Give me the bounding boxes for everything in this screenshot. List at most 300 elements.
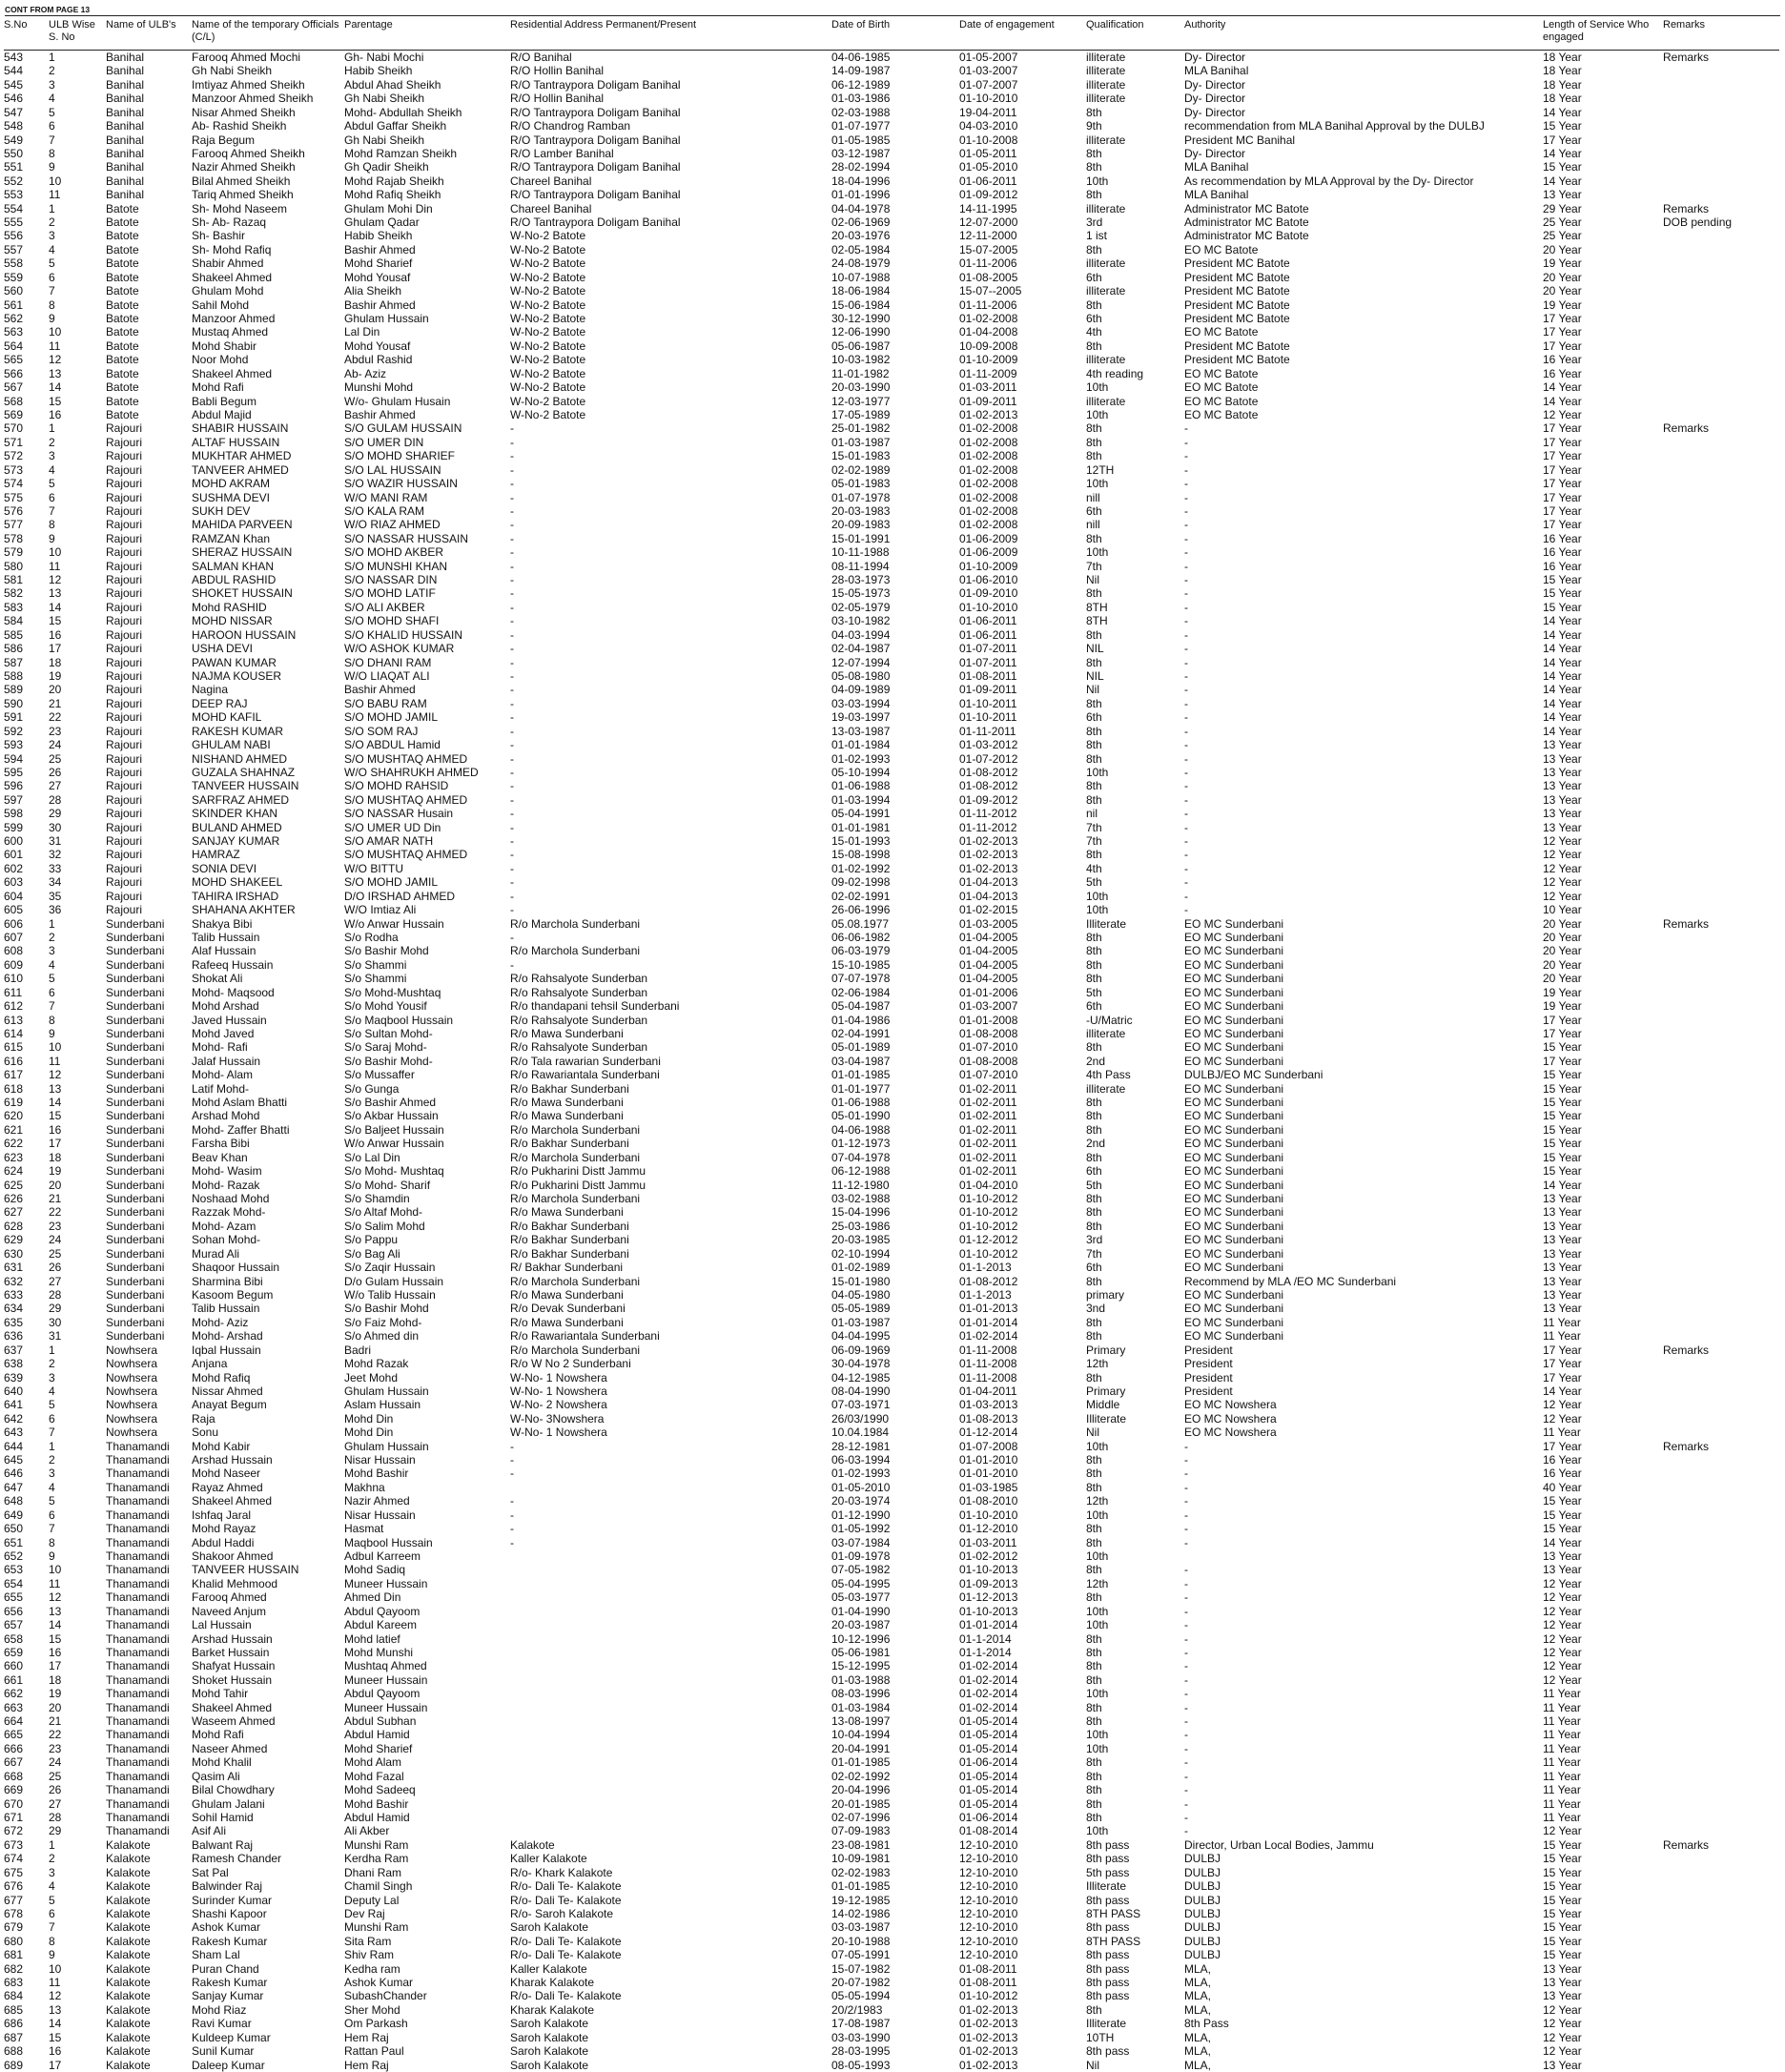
table-cell: 8th [1086, 1316, 1184, 1329]
table-cell [1663, 710, 1779, 724]
table-cell: 680 [4, 1935, 49, 1948]
table-cell: 26 [49, 766, 106, 779]
table-cell: 11 Year [1543, 1742, 1663, 1755]
table-cell: NAJMA KOUSER [192, 669, 344, 683]
table-cell: President MC Banihal [1184, 133, 1543, 147]
table-cell: 12-10-2010 [959, 1852, 1086, 1865]
table-cell: - [510, 1440, 831, 1453]
table-cell: Om Parkash [344, 2017, 510, 2030]
table-cell: Nil [1086, 1426, 1184, 1439]
table-cell: 8th [1086, 848, 1184, 861]
table-cell: 01-02-1992 [831, 862, 959, 875]
table-cell: Kaller Kalakote [510, 1962, 831, 1976]
table-cell: 16 [49, 628, 106, 642]
table-cell: R/O Tantraypora Doligam Banihal [510, 133, 831, 147]
table-cell [1663, 1220, 1779, 1233]
table-row [4, 1522, 1779, 1535]
table-cell: 01-12-2013 [959, 1590, 1086, 1604]
table-cell: 546 [4, 92, 49, 105]
table-cell: Batote [106, 229, 192, 242]
table-cell: Kalakote [106, 1838, 192, 1852]
table-cell: 10th [1086, 1508, 1184, 1522]
table-row [4, 752, 1779, 766]
table-cell: R/O Tantraypora Doligam Banihal [510, 160, 831, 174]
table-cell: 8th [1086, 1701, 1184, 1714]
table-cell: 5th [1086, 1179, 1184, 1192]
table-row [4, 1755, 1779, 1769]
table-cell: 8th Pass [1184, 2017, 1543, 2030]
table-cell: 16 [49, 1646, 106, 1659]
table-cell: MLA, [1184, 2044, 1543, 2058]
table-cell: 15-06-1984 [831, 298, 959, 312]
table-cell: Thanamandi [106, 1481, 192, 1494]
table-cell [1663, 1467, 1779, 1480]
table-cell: 8th [1086, 436, 1184, 449]
table-cell: 15 Year [1543, 1082, 1663, 1096]
table-cell: EO MC Sunderbani [1184, 1109, 1543, 1122]
table-cell [1663, 1811, 1779, 1824]
table-cell: Thanamandi [106, 1824, 192, 1837]
table-cell: - [1184, 1701, 1543, 1714]
table-cell: 12-10-2010 [959, 1935, 1086, 1948]
table-cell: 11-12-1980 [831, 1179, 959, 1192]
table-cell: 03-02-1988 [831, 1192, 959, 1205]
table-cell: 14 Year [1543, 628, 1663, 642]
table-cell: Primary [1086, 1385, 1184, 1398]
table-cell: 3 [49, 449, 106, 462]
table-cell: Farooq Ahmed Sheikh [192, 147, 344, 160]
column-header: Date of Birth [831, 16, 959, 51]
table-cell: EO MC Sunderbani [1184, 1302, 1543, 1315]
table-cell: - [510, 421, 831, 435]
table-cell: NIL [1086, 642, 1184, 655]
table-cell: Kalakote [106, 1989, 192, 2002]
table-cell: 642 [4, 1412, 49, 1426]
table-cell: 8th [1086, 958, 1184, 972]
table-cell: 567 [4, 380, 49, 394]
table-cell: 06-06-1982 [831, 931, 959, 944]
table-cell: Rajouri [106, 477, 192, 490]
table-cell: Thanamandi [106, 1673, 192, 1687]
table-cell: Mohd Rajab Sheikh [344, 174, 510, 188]
table-cell: 04-04-1995 [831, 1329, 959, 1343]
table-cell: EO MC Sunderbani [1184, 1205, 1543, 1219]
table-cell: 11 Year [1543, 1687, 1663, 1700]
table-cell: - [510, 890, 831, 903]
table-cell: Rajouri [106, 807, 192, 820]
table-cell: nil [1086, 807, 1184, 820]
table-cell [1663, 848, 1779, 861]
table-row [4, 1371, 1779, 1385]
table-cell: 3rd [1086, 1233, 1184, 1246]
table-cell: 10-09-1981 [831, 1852, 959, 1865]
table-cell: 16 Year [1543, 532, 1663, 545]
table-cell: illiterate [1086, 202, 1184, 215]
table-row [4, 779, 1779, 792]
table-cell: Sunil Kumar [192, 2044, 344, 2058]
table-cell: Muneer Hussain [344, 1577, 510, 1590]
table-cell: 671 [4, 1811, 49, 1824]
table-cell: 02-05-1984 [831, 243, 959, 256]
table-cell: 21 [49, 1714, 106, 1728]
table-cell: Thanamandi [106, 1714, 192, 1728]
table-cell: 8TH PASS [1086, 1907, 1184, 1920]
table-cell: Gh Nabi Sheikh [344, 92, 510, 105]
table-cell: R/o Rahsalyote Sunderban [510, 1040, 831, 1054]
table-row [4, 1316, 1779, 1329]
table-cell: 28-03-1973 [831, 573, 959, 586]
table-cell: Shiv Ram [344, 1948, 510, 1961]
table-cell: 12 Year [1543, 1673, 1663, 1687]
table-cell: 14 Year [1543, 710, 1663, 724]
table-cell: EO MC Nowshera [1184, 1426, 1543, 1439]
table-cell: 01-04-1990 [831, 1605, 959, 1618]
table-cell: 01-05-2007 [959, 51, 1086, 65]
table-cell: Ashok Kumar [192, 1920, 344, 1934]
table-cell: 03-07-1984 [831, 1536, 959, 1549]
table-cell: R/o Bakhar Sunderbani [510, 1082, 831, 1096]
table-cell: Batote [106, 256, 192, 270]
table-row [4, 1920, 1779, 1934]
table-row [4, 518, 1779, 531]
table-cell: 8th [1086, 1673, 1184, 1687]
table-cell: 12 Year [1543, 1824, 1663, 1837]
table-cell: SHAHANA AKHTER [192, 903, 344, 916]
table-cell: 06-12-1989 [831, 78, 959, 92]
table-cell: - [510, 477, 831, 490]
table-cell: 585 [4, 628, 49, 642]
table-cell: 07-07-1978 [831, 972, 959, 985]
table-row [4, 1508, 1779, 1522]
table-cell: DULBJ/EO MC Sunderbani [1184, 1068, 1543, 1081]
table-cell: W-No- 1 Nowshera [510, 1385, 831, 1398]
table-row [4, 463, 1779, 477]
table-cell: 8th [1086, 1646, 1184, 1659]
table-cell: President [1184, 1371, 1543, 1385]
table-row [4, 1027, 1779, 1040]
table-cell: MOHD KAFIL [192, 710, 344, 724]
table-cell: S/o Mohd- Mushtaq [344, 1164, 510, 1178]
table-cell: - [510, 683, 831, 696]
table-cell: 17 Year [1543, 339, 1663, 353]
table-cell: 19-04-2011 [959, 106, 1086, 119]
table-cell: 01-04-2008 [959, 325, 1086, 338]
table-cell: DULBJ [1184, 1920, 1543, 1934]
table-cell: 686 [4, 2017, 49, 2030]
table-cell: Banihal [106, 106, 192, 119]
table-cell: 14 [49, 380, 106, 394]
table-cell: 17 Year [1543, 491, 1663, 504]
table-cell: President MC Batote [1184, 298, 1543, 312]
table-cell: 01-02-2012 [959, 1549, 1086, 1563]
table-cell: Rajouri [106, 545, 192, 559]
table-cell: 01-04-2005 [959, 931, 1086, 944]
table-cell: 01-07-2008 [959, 1440, 1086, 1453]
table-cell: Rajouri [106, 738, 192, 751]
table-cell [1663, 683, 1779, 696]
table-cell: Mohd- Azam [192, 1220, 344, 1233]
table-cell: - [510, 642, 831, 655]
table-cell: Shashi Kapoor [192, 1907, 344, 1920]
table-cell: 15 Year [1543, 573, 1663, 586]
table-cell: Abdul Qayoom [344, 1687, 510, 1700]
table-cell: 02-02-1992 [831, 1770, 959, 1783]
table-cell [1663, 972, 1779, 985]
table-cell: R/o Mawa Sunderbani [510, 1205, 831, 1219]
table-cell [1663, 1687, 1779, 1700]
table-cell: - [510, 710, 831, 724]
table-cell: Razzak Mohd- [192, 1205, 344, 1219]
table-cell: 02-03-1988 [831, 106, 959, 119]
table-cell: USHA DEVI [192, 642, 344, 655]
table-cell: 601 [4, 848, 49, 861]
table-cell: Arshad Hussain [192, 1632, 344, 1646]
table-cell: SHOKET HUSSAIN [192, 586, 344, 600]
table-cell [1663, 380, 1779, 394]
table-cell: - [1184, 614, 1543, 627]
table-row [4, 1783, 1779, 1796]
table-cell: 26/03/1990 [831, 1412, 959, 1426]
table-cell: 11 [49, 188, 106, 201]
table-cell: EO MC Nowshera [1184, 1412, 1543, 1426]
table-cell: Banihal [106, 174, 192, 188]
table-cell: S/o Zaqir Hussain [344, 1261, 510, 1274]
table-row [4, 601, 1779, 614]
table-cell: 9 [49, 1027, 106, 1040]
table-cell: 11 [49, 1055, 106, 1068]
table-cell: 25 [49, 752, 106, 766]
table-cell: 543 [4, 51, 49, 65]
table-cell: 01-02-2008 [959, 449, 1086, 462]
table-row [4, 1109, 1779, 1122]
table-cell: 01-02-2013 [959, 2044, 1086, 2058]
table-cell: DULBJ [1184, 1948, 1543, 1961]
table-cell: Ab- Rashid Sheikh [192, 119, 344, 133]
table-cell: EO MC Sunderbani [1184, 1014, 1543, 1027]
table-row [4, 353, 1779, 366]
table-cell: Aslam Hussain [344, 1398, 510, 1411]
table-cell: 15 Year [1543, 1494, 1663, 1508]
table-cell: 01-02-2008 [959, 518, 1086, 531]
table-cell: Nowhsera [106, 1344, 192, 1357]
table-cell: 01-08-2012 [959, 1275, 1086, 1288]
table-cell: 15 Year [1543, 1879, 1663, 1893]
table-cell: 5th [1086, 986, 1184, 999]
table-cell: Batote [106, 339, 192, 353]
table-cell: Sunderbani [106, 986, 192, 999]
table-cell: 05-06-1987 [831, 339, 959, 353]
table-cell: 2nd [1086, 1055, 1184, 1068]
table-cell: 17 Year [1543, 1014, 1663, 1027]
table-cell: Kalakote [106, 1935, 192, 1948]
table-cell: 11 Year [1543, 1770, 1663, 1783]
table-cell: Beav Khan [192, 1151, 344, 1164]
table-cell: Thanamandi [106, 1783, 192, 1796]
table-cell: Waseem Ahmed [192, 1714, 344, 1728]
table-cell: 01-01-2010 [959, 1467, 1086, 1480]
table-row [4, 1481, 1779, 1494]
table-cell: MLA Banihal [1184, 160, 1543, 174]
table-cell: Ashok Kumar [344, 1976, 510, 1989]
table-cell: Banihal [106, 78, 192, 92]
table-cell: 01-07-2011 [959, 642, 1086, 655]
table-cell: Recommend by MLA /EO MC Sunderbani [1184, 1275, 1543, 1288]
table-cell: 15 [49, 395, 106, 408]
table-cell: Rajouri [106, 463, 192, 477]
table-cell [1663, 903, 1779, 916]
table-cell [1663, 614, 1779, 627]
table-cell: S/O KHALID HUSSAIN [344, 628, 510, 642]
table-cell: Shakeel Ahmed [192, 1494, 344, 1508]
table-cell: 615 [4, 1040, 49, 1054]
table-cell: 9 [49, 160, 106, 174]
table-cell [510, 1755, 831, 1769]
table-cell: 14 Year [1543, 1536, 1663, 1549]
table-cell: 8th pass [1086, 1976, 1184, 1989]
table-cell: Raja Begum [192, 133, 344, 147]
table-cell: 5 [49, 1894, 106, 1907]
table-cell: 18 Year [1543, 92, 1663, 105]
table-cell: Thanamandi [106, 1742, 192, 1755]
table-cell: - [510, 1494, 831, 1508]
table-cell: Sunderbani [106, 1096, 192, 1109]
table-cell: 3 [49, 1866, 106, 1879]
table-cell: 10-04-1994 [831, 1728, 959, 1741]
table-cell: 613 [4, 1014, 49, 1027]
table-cell: W-No- 2 Nowshera [510, 1398, 831, 1411]
table-row [4, 931, 1779, 944]
table-cell: Nowhsera [106, 1385, 192, 1398]
table-cell: 7th [1086, 834, 1184, 848]
table-cell: Dy- Director [1184, 106, 1543, 119]
table-cell: 04-05-1980 [831, 1288, 959, 1302]
table-cell: - [1184, 1453, 1543, 1467]
table-row [4, 477, 1779, 490]
table-cell: 8th [1086, 1563, 1184, 1576]
table-cell: 12 Year [1543, 890, 1663, 903]
table-cell: TAHIRA IRSHAD [192, 890, 344, 903]
table-cell: 2 [49, 215, 106, 229]
table-cell: Nisar Hussain [344, 1453, 510, 1467]
table-cell: 6th [1086, 1261, 1184, 1274]
table-cell: Mohd Fazal [344, 1770, 510, 1783]
table-cell [1663, 449, 1779, 462]
table-cell: 01-02-2013 [959, 2031, 1086, 2044]
table-row [4, 656, 1779, 669]
table-cell: Thanamandi [106, 1646, 192, 1659]
table-row [4, 1563, 1779, 1576]
table-cell: Rajouri [106, 848, 192, 861]
table-cell: - [1184, 821, 1543, 834]
table-cell: 10-09-2008 [959, 339, 1086, 353]
table-cell: 1 [49, 1440, 106, 1453]
table-cell: 15 [49, 1632, 106, 1646]
table-cell: R/o Mawa Sunderbani [510, 1316, 831, 1329]
table-cell: S/o Sultan Mohd- [344, 1027, 510, 1040]
table-cell: 02-10-1994 [831, 1247, 959, 1261]
table-cell: 01-09-2010 [959, 586, 1086, 600]
table-cell: - [1184, 1673, 1543, 1687]
table-cell: 656 [4, 1605, 49, 1618]
table-cell: W-No-2 Batote [510, 271, 831, 284]
table-cell: - [1184, 491, 1543, 504]
table-row [4, 1398, 1779, 1411]
table-cell: 01-03-1986 [831, 92, 959, 105]
table-cell [1663, 1605, 1779, 1618]
table-cell: Remarks [1663, 421, 1779, 435]
table-cell: 633 [4, 1288, 49, 1302]
table-cell: 31 [49, 1329, 106, 1343]
table-cell: Kalakote [106, 1879, 192, 1893]
table-row [4, 133, 1779, 147]
table-cell: - [510, 560, 831, 573]
table-cell: 1 [49, 1344, 106, 1357]
table-row [4, 1907, 1779, 1920]
table-cell: 597 [4, 793, 49, 807]
table-cell: Shoket Hussain [192, 1673, 344, 1687]
table-cell: W-No-2 Batote [510, 408, 831, 421]
table-cell: - [1184, 1728, 1543, 1741]
table-cell: 01-03-2007 [959, 999, 1086, 1013]
table-cell: Rajouri [106, 491, 192, 504]
table-cell: Rakesh Kumar [192, 1935, 344, 1948]
table-cell: Sunderbani [106, 931, 192, 944]
table-cell [1663, 1920, 1779, 1934]
table-cell: R/o Rahsalyote Sunderban [510, 986, 831, 999]
table-cell: 05-04-1995 [831, 1577, 959, 1590]
table-cell: 06-03-1994 [831, 1453, 959, 1467]
table-cell: 7 [49, 284, 106, 297]
table-cell: S/o Ahmed din [344, 1329, 510, 1343]
table-cell: 8th [1086, 243, 1184, 256]
table-cell: EO MC Sunderbani [1184, 1082, 1543, 1096]
table-cell [1663, 725, 1779, 738]
table-cell: Lal Din [344, 325, 510, 338]
table-cell: 643 [4, 1426, 49, 1439]
table-cell: 559 [4, 271, 49, 284]
table-cell [1663, 1577, 1779, 1590]
table-cell: EO MC Sunderbani [1184, 917, 1543, 931]
table-cell: Sunderbani [106, 1302, 192, 1315]
table-cell: 638 [4, 1357, 49, 1370]
table-cell: 04-06-1988 [831, 1123, 959, 1137]
table-cell: Mohd Sharief [344, 256, 510, 270]
table-cell: 18-06-1984 [831, 284, 959, 297]
table-cell: - [1184, 1824, 1543, 1837]
table-cell: 20 Year [1543, 271, 1663, 284]
table-cell: Rajouri [106, 779, 192, 792]
table-cell: 16 Year [1543, 1453, 1663, 1467]
table-cell: 10-11-1988 [831, 545, 959, 559]
table-cell: 01-1-2013 [959, 1261, 1086, 1274]
table-cell [1663, 1027, 1779, 1040]
table-cell: Gh Nabi Sheikh [192, 64, 344, 77]
table-cell: 15 Year [1543, 1164, 1663, 1178]
table-cell: 600 [4, 834, 49, 848]
table-cell: 05.08.1977 [831, 917, 959, 931]
table-cell [1663, 931, 1779, 944]
table-cell: 01-08-2005 [959, 271, 1086, 284]
table-row [4, 1357, 1779, 1370]
table-cell: R/o Tala rawarian Sunderbani [510, 1055, 831, 1068]
table-cell: W/O Imtiaz Ali [344, 903, 510, 916]
table-cell: 13 [49, 367, 106, 380]
table-cell: 01-04-2013 [959, 875, 1086, 889]
table-cell: 02-07-1996 [831, 1811, 959, 1824]
table-cell: - [510, 834, 831, 848]
table-cell: S/O NASSAR DIN [344, 573, 510, 586]
table-cell [1663, 1728, 1779, 1741]
